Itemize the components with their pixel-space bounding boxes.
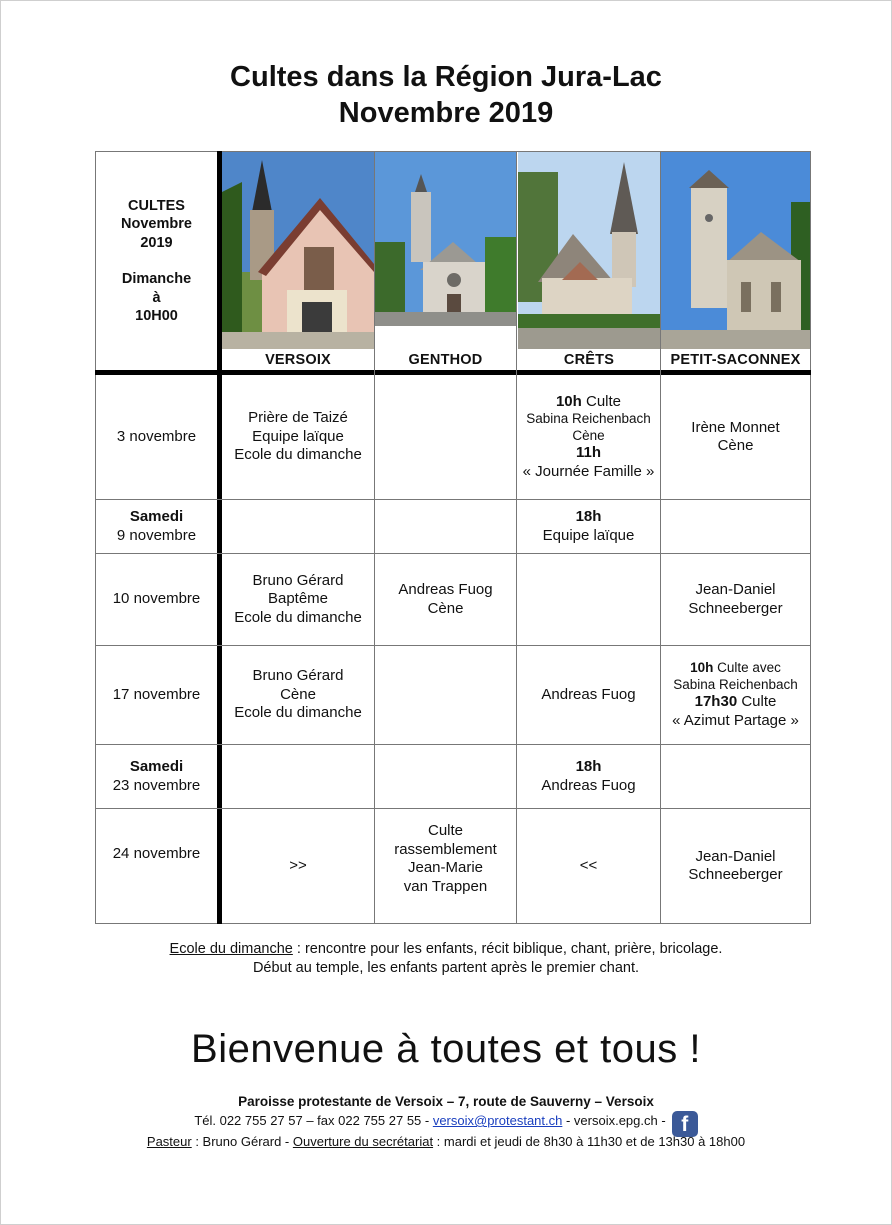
row-date-cell — [96, 809, 217, 899]
entry-line — [695, 693, 777, 712]
pastor-name: : Bruno Gérard - — [191, 1134, 293, 1149]
entry-line: Irène Monnet — [691, 418, 780, 436]
genthod-church-photo — [375, 152, 516, 326]
church-name-crets: CRÊTS — [563, 351, 615, 368]
page-title: Cultes dans la Région Jura-Lac — [230, 61, 662, 93]
entry-line: >> — [289, 856, 307, 874]
church-name-petit-saconnex: PETIT-SACONNEX — [670, 351, 801, 368]
email-link[interactable]: versoix@protestant.ch — [432, 1113, 563, 1128]
entry-line: << — [579, 856, 598, 874]
note-text: : rencontre pour les enfants, récit biblique, chant, prière, bricolage. — [292, 941, 723, 957]
crets-cell — [517, 745, 660, 808]
church-name-versoix: VERSOIX — [265, 351, 331, 368]
pastor-label: Pasteur — [146, 1134, 192, 1149]
saconnex-cell — [661, 646, 810, 744]
sunday-school-note — [0, 940, 892, 959]
date-text: 17 novembre — [112, 685, 201, 703]
entry-line: Andreas Fuog — [541, 685, 636, 703]
header-line: Dimanche — [121, 271, 192, 287]
page-subtitle: Novembre 2019 — [338, 97, 554, 129]
entry-line: Culte — [427, 822, 464, 839]
facebook-icon[interactable]: f — [672, 1111, 698, 1137]
sunday-school-note-2: Début au temple, les enfants partent après le premier chant. — [252, 960, 640, 976]
row-date-cell — [96, 745, 217, 808]
row-date-cell — [96, 646, 217, 744]
footer-hours — [0, 1133, 892, 1150]
entry-line: Ecole du dimanche — [234, 608, 362, 626]
header-line: 2019 — [140, 234, 173, 251]
versoix-church-photo — [222, 152, 374, 349]
time-text: 18h — [575, 758, 602, 775]
entry-line: « Journée Famille » — [522, 462, 655, 480]
crets-church-photo — [518, 152, 660, 349]
entry-line: Prière de Taizé — [248, 409, 348, 427]
entry-text: Culte avec — [713, 660, 781, 675]
entry-line: Baptême — [267, 590, 329, 608]
entry-line — [556, 393, 621, 412]
parish-address: Paroisse protestante de Versoix – 7, route de Sauverny – Versoix — [238, 1094, 654, 1109]
row-date-cell — [96, 500, 217, 553]
time-text: 18h — [575, 508, 602, 525]
time-text: 17h30 — [694, 693, 738, 710]
entry-line: Jean-Marie — [407, 859, 484, 876]
petit-saconnex-church-photo — [661, 152, 810, 349]
entry-line: Sabina Reichenbach — [526, 411, 651, 427]
entry-line: Bruno Gérard — [252, 571, 344, 589]
header-line: à — [152, 289, 161, 306]
crets-cell — [517, 646, 660, 744]
date-text: 3 novembre — [116, 427, 197, 445]
entry-line: Cène — [717, 437, 754, 454]
saconnex-cell — [661, 809, 810, 923]
entry-line: Cène — [280, 685, 316, 703]
versoix-cell — [222, 646, 374, 744]
versoix-cell — [222, 809, 374, 923]
crets-cell — [517, 500, 660, 553]
website-text: - versoix.epg.ch - — [562, 1113, 666, 1128]
header-line: Novembre — [121, 216, 192, 232]
entry-line: Jean-Daniel — [695, 581, 776, 598]
header-cultes-cell — [96, 152, 217, 370]
entry-line: Cène — [427, 599, 464, 617]
date-text: 9 novembre — [116, 526, 197, 544]
phone-fax: Tél. 022 755 27 57 – fax 022 755 27 55 - — [194, 1113, 433, 1128]
entry-line: Ecole du dimanche — [234, 704, 362, 722]
saconnex-cell — [661, 375, 810, 499]
entry-line — [690, 660, 781, 677]
entry-line: van Trappen — [403, 877, 488, 895]
entry-line: Jean-Daniel — [695, 847, 776, 865]
entry-text: Culte — [737, 693, 777, 710]
entry-line: Sabina Reichenbach — [673, 676, 798, 692]
welcome-message: Bienvenue à toutes et tous ! — [191, 1027, 701, 1071]
weekday-text: Samedi — [129, 508, 184, 525]
saconnex-cell — [661, 554, 810, 645]
date-text: 23 novembre — [112, 776, 201, 794]
entry-line: rassemblement — [394, 840, 497, 858]
crets-cell — [517, 375, 660, 499]
entry-line: Schneeberger — [688, 866, 783, 883]
entry-line: « Azimut Partage » — [672, 711, 799, 729]
entry-line: Andreas Fuog — [398, 581, 493, 598]
schedule-table — [95, 151, 811, 924]
time-text: 10h — [555, 392, 582, 410]
time-text: 10h — [690, 660, 714, 675]
church-name-genthod: GENTHOD — [408, 351, 483, 368]
entry-line: Ecole du dimanche — [234, 446, 362, 464]
date-text: 24 novembre — [112, 844, 201, 862]
versoix-cell — [222, 375, 374, 499]
sunday-school-term: Ecole du dimanche — [169, 941, 293, 957]
entry-line: Cène — [572, 427, 605, 443]
entry-line: Equipe laïque — [252, 427, 344, 445]
entry-line: Bruno Gérard — [252, 667, 344, 685]
time-text: 11h — [575, 444, 602, 462]
crets-cell — [517, 809, 660, 923]
entry-line: Andreas Fuog — [541, 776, 636, 794]
genthod-cell — [375, 554, 516, 645]
entry-text: Culte — [581, 392, 622, 410]
genthod-cell — [375, 809, 516, 909]
row-date-cell — [96, 375, 217, 499]
versoix-cell — [222, 554, 374, 645]
date-text: 10 novembre — [112, 590, 201, 608]
header-line: 10H00 — [135, 308, 178, 324]
hours-text: : mardi et jeudi de 8h30 à 11h30 et de 13h30 à 18h00 — [433, 1134, 746, 1149]
footer-parish — [0, 1093, 892, 1110]
entry-line: Equipe laïque — [542, 526, 635, 544]
hours-label: Ouverture du secrétariat — [292, 1134, 434, 1149]
header-line: CULTES — [128, 197, 185, 214]
entry-line: Schneeberger — [688, 599, 783, 617]
row-date-cell — [96, 554, 217, 645]
weekday-text: Samedi — [129, 758, 184, 775]
